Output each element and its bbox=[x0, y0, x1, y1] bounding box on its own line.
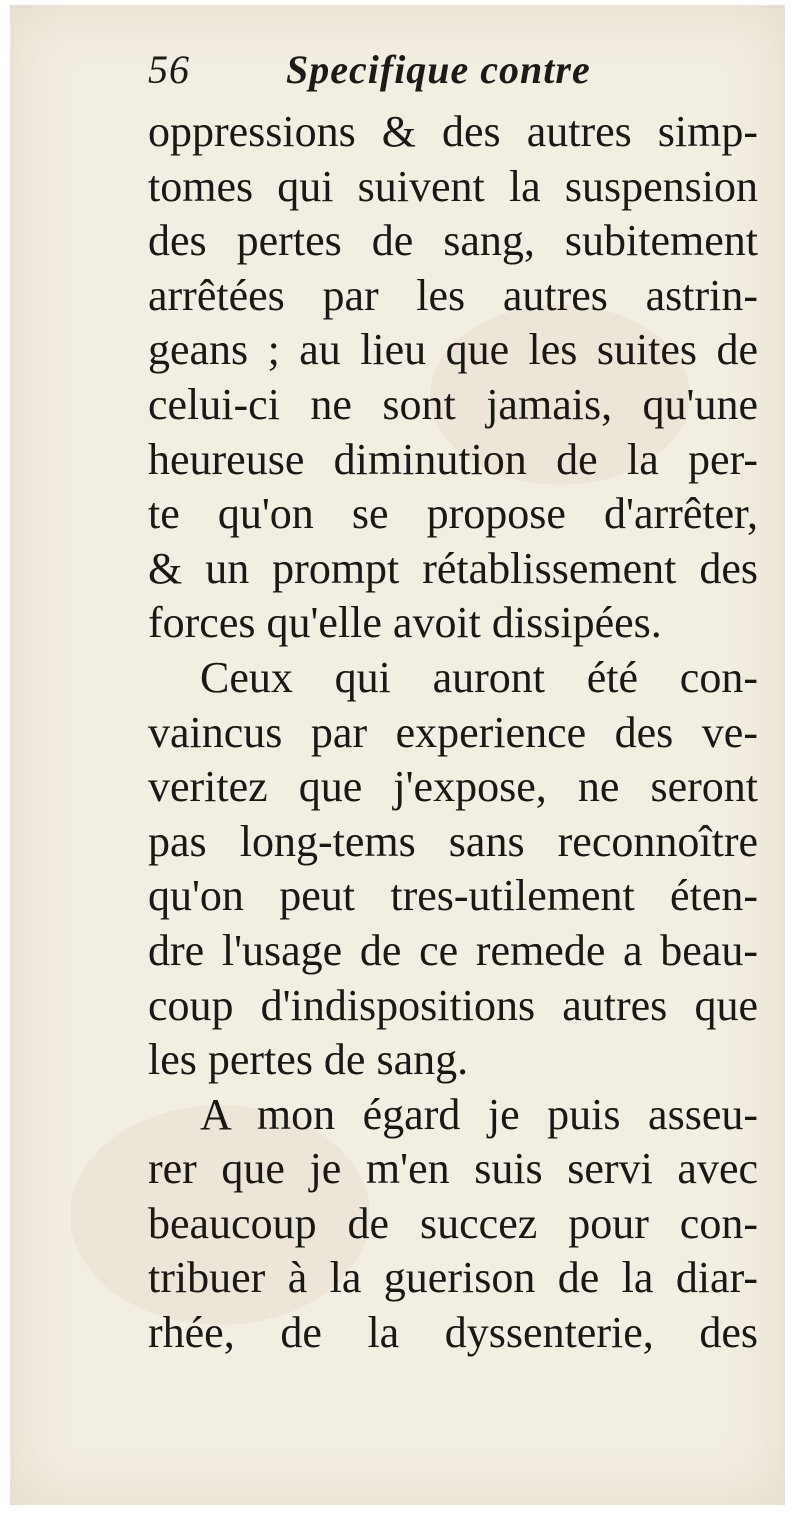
page-edge bbox=[785, 0, 800, 1513]
text-line: celui-ci ne sont jamais, qu'une bbox=[148, 379, 758, 429]
text-line: pas long-tems sans reconnoître bbox=[148, 816, 758, 866]
paragraph-start-line: Ceux qui auront été con- bbox=[200, 652, 758, 702]
text-line: tomes qui suivent la suspension bbox=[148, 161, 758, 211]
text-line: rhée, de la dyssenterie, des bbox=[148, 1308, 758, 1358]
text-line: beaucoup de succez pour con- bbox=[148, 1198, 758, 1248]
text-line: forces qu'elle avoit dissipées. bbox=[148, 598, 662, 648]
running-head bbox=[148, 38, 768, 108]
text-line: les pertes de sang. bbox=[148, 1035, 469, 1085]
text-line: geans ; au lieu que les suites de bbox=[148, 325, 758, 375]
text-line: rer que je m'en suis servi avec bbox=[148, 1144, 758, 1194]
text-line: te qu'on se propose d'arrêter, bbox=[148, 489, 758, 539]
page-number: 56 bbox=[148, 47, 190, 92]
text-line: dre l'usage de ce remede a beau- bbox=[148, 925, 758, 975]
text-line: heureuse diminution de la per- bbox=[148, 434, 758, 484]
body-text bbox=[148, 105, 758, 1361]
text-line: qu'on peut tres-utilement éten- bbox=[148, 871, 758, 921]
running-title: Specifique contre bbox=[286, 47, 591, 92]
text-line: des pertes de sang, subitement bbox=[148, 216, 758, 266]
text-line: tribuer à la guerison de la diar- bbox=[148, 1253, 758, 1303]
text-line: coup d'indispositions autres que bbox=[148, 980, 758, 1030]
text-line: & un prompt rétablissement des bbox=[148, 543, 758, 593]
paragraph-start-line: A mon égard je puis asseu- bbox=[200, 1089, 758, 1139]
text-line: vaincus par experience des ve- bbox=[148, 707, 758, 757]
text-line: oppressions & des autres simp- bbox=[148, 107, 758, 156]
text-line: veritez que j'expose, ne seront bbox=[148, 762, 758, 812]
text-line: arrêtées par les autres astrin- bbox=[148, 270, 758, 320]
